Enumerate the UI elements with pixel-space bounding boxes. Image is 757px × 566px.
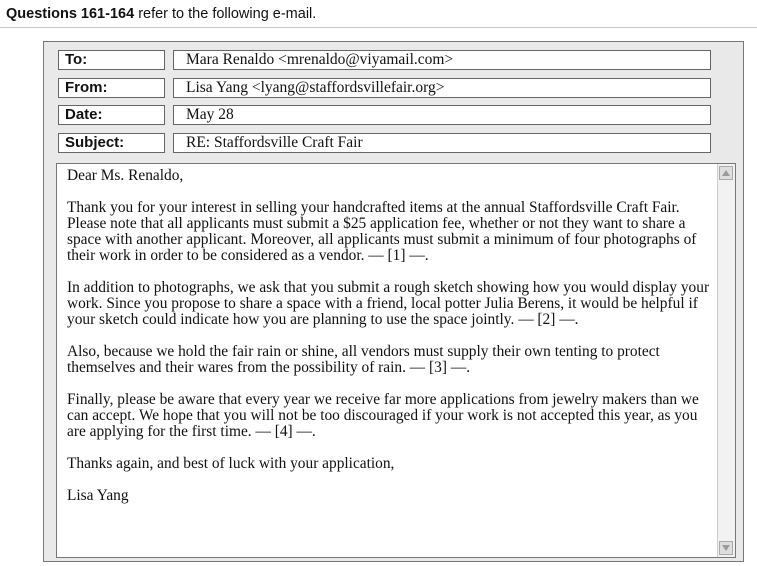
subject-label: Subject: xyxy=(58,133,165,153)
to-field: Mara Renaldo <mrenaldo@viyamail.com> xyxy=(173,50,711,70)
closing: Thanks again, and best of luck with your application, xyxy=(67,455,395,472)
to-label: To: xyxy=(58,50,165,70)
signature: Lisa Yang xyxy=(67,487,129,504)
date-field: May 28 xyxy=(173,105,711,125)
header-divider xyxy=(0,27,757,28)
greeting: Dear Ms. Renaldo, xyxy=(67,167,184,184)
question-text: refer to the following e-mail. xyxy=(138,6,317,22)
from-field: Lisa Yang <lyang@staffordsvillefair.org> xyxy=(173,78,711,98)
body-paragraph-1: Thank you for your interest in selling your handcrafted items at the annual Staffordsville Craft Fair. Please note that all applicants must submit a $25 application fee, whether or not they want to share a space with another applicant. Moreover, all applicants must submit a minimum of four photographs of their work in order to be considered as a vendor. — [1] —. xyxy=(67,199,697,264)
scroll-up-button[interactable] xyxy=(719,166,733,180)
triangle-down-icon xyxy=(720,542,732,554)
body-paragraph-4: Finally, please be aware that every year we receive far more applications from jewelry makers than we can accept. We hope that you will not be too discouraged if your work is not accepted this year, as you are applying for the first time. — [4] —. xyxy=(67,391,699,440)
date-label: Date: xyxy=(58,105,165,125)
from-label: From: xyxy=(58,78,165,98)
question-number-range: Questions 161-164 xyxy=(6,6,135,22)
email-body-text xyxy=(67,168,715,520)
triangle-up-icon xyxy=(720,167,732,179)
email-body xyxy=(56,163,736,558)
question-header xyxy=(6,6,316,22)
subject-field: RE: Staffordsville Craft Fair xyxy=(173,133,711,153)
email-window xyxy=(43,41,744,562)
body-paragraph-2: In addition to photographs, we ask that you submit a rough sketch showing how you would display your work. Since you propose to share a space with a friend, local potter Julia Berens, it would be helpful if your sketch could indicate how you are planning to use the space jointly. — [2] —. xyxy=(67,279,710,328)
scrollbar[interactable] xyxy=(717,164,735,557)
scroll-down-button[interactable] xyxy=(719,541,733,555)
body-paragraph-3: Also, because we hold the fair rain or shine, all vendors must supply their own tenting to protect themselves and their wares from the possibility of rain. — [3] —. xyxy=(67,343,660,376)
